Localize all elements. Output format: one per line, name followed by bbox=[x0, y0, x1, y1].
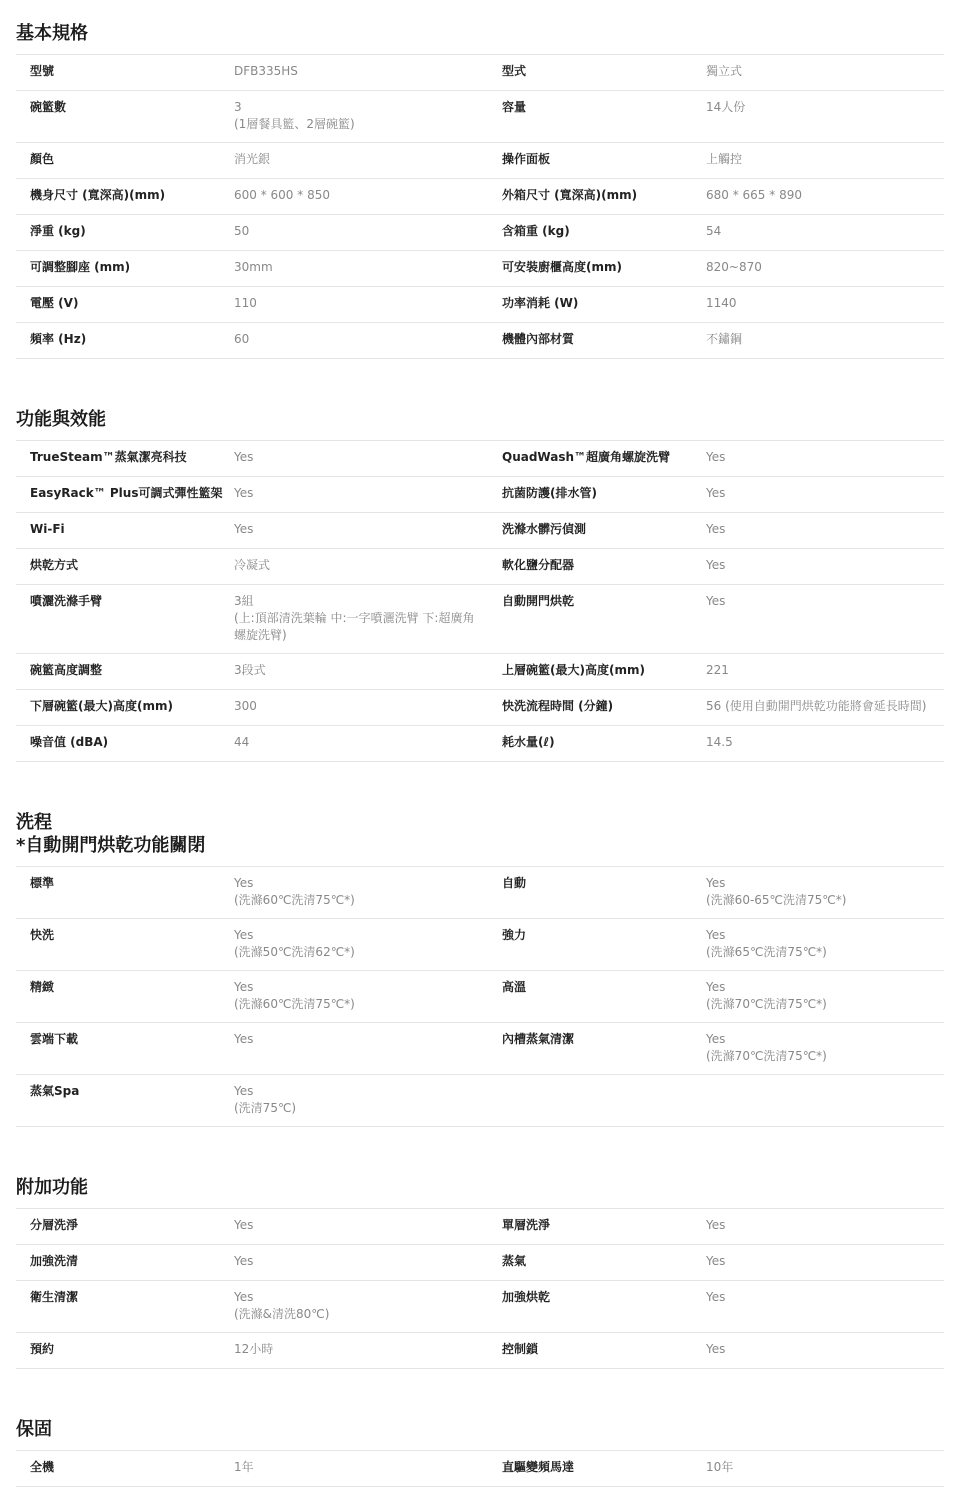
spec-row bbox=[16, 549, 944, 585]
spec-value: 3 (1層餐具籃、2層碗籃) bbox=[234, 100, 355, 131]
section-title-text: 功能與效能 bbox=[16, 409, 106, 430]
spec-section bbox=[16, 788, 944, 1153]
spec-value: Yes bbox=[234, 1032, 254, 1046]
spec-row bbox=[16, 585, 944, 654]
spec-value: Yes bbox=[706, 1218, 726, 1232]
spec-label: 可安裝廚櫃高度(mm) bbox=[502, 260, 622, 274]
spec-row bbox=[16, 971, 944, 1023]
spec-value: Yes (洗滌70℃洗清75℃*) bbox=[706, 980, 827, 1011]
spec-label: 預約 bbox=[30, 1342, 55, 1356]
spec-label: TrueSteam™蒸氣潔亮科技 bbox=[30, 450, 187, 464]
section-title-text: 保固 bbox=[16, 1419, 52, 1440]
spec-value: Yes (洗滌65℃洗清75℃*) bbox=[706, 928, 827, 959]
spec-section bbox=[16, 1153, 944, 1395]
spec-section bbox=[16, 385, 944, 788]
spec-value: DFB335HS bbox=[234, 64, 298, 78]
spec-value: 3組 (上:頂部清洗葉輪 中:一字噴灑洗臂 下:超廣角 螺旋洗臂) bbox=[234, 594, 475, 642]
spec-label: 電壓 (V) bbox=[30, 296, 79, 310]
spec-row bbox=[16, 919, 944, 971]
spec-value: 30mm bbox=[234, 260, 273, 274]
spec-value: 14人份 bbox=[706, 100, 746, 114]
spec-label: 上層碗籃(最大)高度(mm) bbox=[502, 663, 645, 677]
spec-label: EasyRack™ Plus可調式彈性籃架 bbox=[30, 486, 223, 500]
section-spacer bbox=[16, 359, 944, 385]
spec-row bbox=[16, 251, 944, 287]
section-spacer bbox=[16, 1369, 944, 1395]
spec-value: Yes bbox=[234, 450, 254, 464]
section-title bbox=[16, 788, 944, 866]
section-title bbox=[16, 0, 944, 54]
spec-label: QuadWash™超廣角螺旋洗臂 bbox=[502, 450, 671, 464]
spec-row bbox=[16, 867, 944, 919]
spec-value: Yes (洗滌60℃洗清75℃*) bbox=[234, 980, 355, 1011]
spec-label: 單層洗淨 bbox=[502, 1218, 551, 1232]
spec-row bbox=[16, 179, 944, 215]
spec-value: 1年 bbox=[234, 1460, 254, 1474]
spec-value: Yes (洗滌&清洗80℃) bbox=[234, 1290, 330, 1321]
spec-label: 耗水量(ℓ) bbox=[502, 735, 555, 749]
spec-label: 衛生清潔 bbox=[30, 1290, 79, 1304]
spec-value: 300 bbox=[234, 699, 257, 713]
spec-value: Yes (洗滌60℃洗清75℃*) bbox=[234, 876, 355, 907]
spec-row bbox=[16, 726, 944, 762]
spec-label: 自動開門烘乾 bbox=[502, 594, 575, 608]
spec-row bbox=[16, 1209, 944, 1245]
spec-value: Yes (洗滌70℃洗清75℃*) bbox=[706, 1032, 827, 1063]
section-title bbox=[16, 1153, 944, 1208]
spec-label: 控制鎖 bbox=[502, 1342, 539, 1356]
section-title-text: 洗程 bbox=[16, 812, 52, 833]
spec-value: Yes bbox=[234, 522, 254, 536]
spec-value: Yes bbox=[706, 1342, 726, 1356]
spec-label: 功率消耗 (W) bbox=[502, 296, 579, 310]
spec-label: 淨重 (kg) bbox=[30, 224, 86, 238]
spec-label: 高溫 bbox=[502, 980, 527, 994]
spec-label: 下層碗籃(最大)高度(mm) bbox=[30, 699, 173, 713]
spec-label: 強力 bbox=[502, 928, 527, 942]
spec-value: Yes (洗滌50℃洗清62℃*) bbox=[234, 928, 355, 959]
spec-row bbox=[16, 1075, 944, 1127]
spec-row bbox=[16, 323, 944, 359]
spec-value: 消光銀 bbox=[234, 152, 271, 166]
spec-value: 60 bbox=[234, 332, 250, 346]
spec-value: Yes bbox=[706, 450, 726, 464]
spec-label: 頻率 (Hz) bbox=[30, 332, 87, 346]
section-title-text: 附加功能 bbox=[16, 1177, 88, 1198]
spec-label: 內槽蒸氣清潔 bbox=[502, 1032, 575, 1046]
spec-table bbox=[16, 440, 944, 762]
spec-value: 680 * 665 * 890 bbox=[706, 188, 802, 202]
spec-table bbox=[16, 866, 944, 1127]
spec-value: Yes bbox=[706, 1254, 726, 1268]
spec-row bbox=[16, 143, 944, 179]
spec-value: 不鏽鋼 bbox=[706, 332, 743, 346]
spec-table bbox=[16, 54, 944, 359]
spec-label: 機身尺寸 (寬深高)(mm) bbox=[30, 188, 166, 202]
spec-value: 54 bbox=[706, 224, 722, 238]
spec-value: 600 * 600 * 850 bbox=[234, 188, 330, 202]
spec-value: Yes bbox=[706, 1290, 726, 1304]
spec-label: 全機 bbox=[30, 1460, 55, 1474]
spec-label: 可調整腳座 (mm) bbox=[30, 260, 131, 274]
section-spacer bbox=[16, 1127, 944, 1153]
spec-label: 碗籃高度調整 bbox=[30, 663, 103, 677]
spec-section bbox=[16, 0, 944, 385]
spec-value: 12小時 bbox=[234, 1342, 274, 1356]
spec-value: 221 bbox=[706, 663, 729, 677]
spec-value: 44 bbox=[234, 735, 250, 749]
spec-row bbox=[16, 215, 944, 251]
spec-label: 抗菌防護(排水管) bbox=[502, 486, 597, 500]
spec-label: 加強烘乾 bbox=[502, 1290, 551, 1304]
spec-value: Yes bbox=[234, 1218, 254, 1232]
spec-row bbox=[16, 477, 944, 513]
spec-label: 快洗流程時間 (分鐘) bbox=[502, 699, 614, 713]
spec-label: 標準 bbox=[30, 876, 55, 890]
spec-label: 蒸氣 bbox=[502, 1254, 527, 1268]
spec-row bbox=[16, 654, 944, 690]
spec-label: 含箱重 (kg) bbox=[502, 224, 570, 238]
spec-label: 快洗 bbox=[30, 928, 55, 942]
spec-value: 獨立式 bbox=[706, 64, 743, 78]
spec-value: 1140 bbox=[706, 296, 737, 310]
spec-value: 3段式 bbox=[234, 663, 266, 677]
spec-row bbox=[16, 1023, 944, 1075]
spec-table bbox=[16, 1208, 944, 1369]
spec-label: 型式 bbox=[502, 64, 527, 78]
spec-value: Yes (洗滌60-65℃洗清75℃*) bbox=[706, 876, 847, 907]
spec-value: 56 (使用自動開門烘乾功能將會延長時間) bbox=[706, 699, 927, 713]
spec-label: 蒸氣Spa bbox=[30, 1084, 80, 1098]
spec-label: 精緻 bbox=[30, 980, 55, 994]
spec-label: 型號 bbox=[30, 64, 55, 78]
spec-value: 14.5 bbox=[706, 735, 733, 749]
spec-row bbox=[16, 91, 944, 143]
spec-value: 10年 bbox=[706, 1460, 734, 1474]
spec-label: 顏色 bbox=[30, 152, 55, 166]
spec-value bbox=[706, 1083, 944, 1117]
spec-table bbox=[16, 1450, 944, 1487]
spec-label: 噴灑洗滌手臂 bbox=[30, 594, 103, 608]
spec-label: 烘乾方式 bbox=[30, 558, 79, 572]
section-spacer bbox=[16, 762, 944, 788]
spec-value: Yes bbox=[234, 486, 254, 500]
spec-section bbox=[16, 1395, 944, 1487]
section-title-text: 基本規格 bbox=[16, 23, 88, 44]
spec-value: Yes bbox=[706, 558, 726, 572]
section-subtitle: *自動開門烘乾功能關閉 bbox=[16, 835, 206, 856]
spec-row bbox=[16, 690, 944, 726]
spec-value: Yes bbox=[706, 594, 726, 608]
spec-row bbox=[16, 1451, 944, 1487]
spec-label bbox=[502, 1083, 706, 1117]
spec-value: 冷凝式 bbox=[234, 558, 271, 572]
spec-row bbox=[16, 1281, 944, 1333]
spec-row bbox=[16, 1245, 944, 1281]
spec-value: 820~870 bbox=[706, 260, 762, 274]
spec-label: 操作面板 bbox=[502, 152, 551, 166]
spec-label: 雲端下載 bbox=[30, 1032, 79, 1046]
spec-value: 50 bbox=[234, 224, 250, 238]
spec-label: 容量 bbox=[502, 100, 527, 114]
spec-label: 自動 bbox=[502, 876, 527, 890]
spec-value: 110 bbox=[234, 296, 257, 310]
spec-row bbox=[16, 441, 944, 477]
spec-label: 軟化鹽分配器 bbox=[502, 558, 575, 572]
spec-label: 噪音值 (dBA) bbox=[30, 735, 109, 749]
spec-label: 洗滌水髒污偵測 bbox=[502, 522, 587, 536]
spec-row bbox=[16, 55, 944, 91]
spec-label: 加強洗清 bbox=[30, 1254, 79, 1268]
spec-row bbox=[16, 513, 944, 549]
spec-label: 外箱尺寸 (寬深高)(mm) bbox=[502, 188, 638, 202]
spec-value: 上觸控 bbox=[706, 152, 743, 166]
spec-label: 碗籃數 bbox=[30, 100, 67, 114]
spec-value: Yes bbox=[706, 522, 726, 536]
section-title bbox=[16, 1395, 944, 1450]
spec-row bbox=[16, 287, 944, 323]
section-title bbox=[16, 385, 944, 440]
spec-value: Yes bbox=[234, 1254, 254, 1268]
spec-label: Wi-Fi bbox=[30, 522, 65, 536]
spec-label: 機體內部材質 bbox=[502, 332, 575, 346]
spec-value: Yes (洗清75℃) bbox=[234, 1084, 297, 1115]
spec-value: Yes bbox=[706, 486, 726, 500]
spec-label: 分層洗淨 bbox=[30, 1218, 79, 1232]
spec-label: 直驅變頻馬達 bbox=[502, 1460, 575, 1474]
spec-row bbox=[16, 1333, 944, 1369]
